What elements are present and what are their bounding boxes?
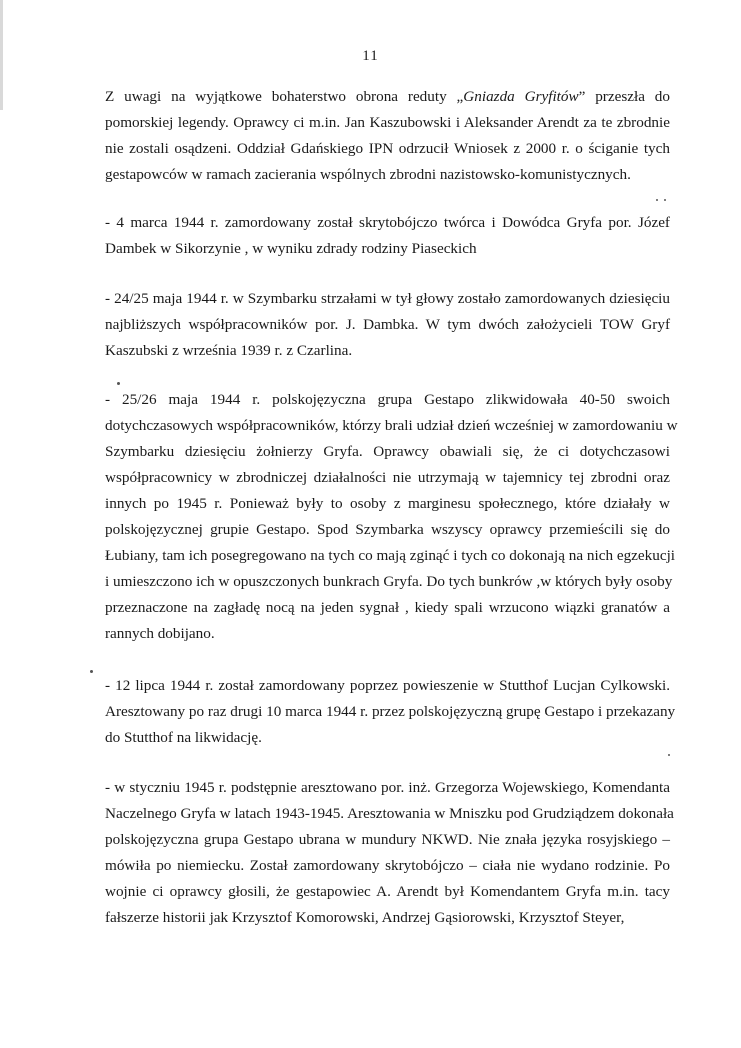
text-line: do Stutthof na likwidację.	[105, 729, 262, 746]
paragraph-wojewski-arrest	[105, 775, 674, 931]
text-line: Dambek w Sikorzynie , w wyniku zdrady rodziny Piaseckich	[105, 240, 477, 257]
text-line: - 4 marca 1944 r. zamordowany został skrytobójczo twórca i Dowódca Gryfa por. Józef	[105, 214, 670, 231]
reduta-name: Gniazda Gryfitów	[463, 88, 579, 105]
text-line: współpracownicy w zbrodniczej działalności nie utrzymają w tajemnicy tej zbrodni oraz	[105, 469, 670, 486]
text-line: przeznaczone na zagładę nocą na jeden sygnał , kiedy spali wrzucono wiązki granatów a	[105, 599, 670, 616]
text-line: polskojęzycznej grupie Gestapo. Spod Szymbarka wszyscy oprawcy przemieścili się do	[105, 521, 670, 538]
text-line: wojnie ci oprawcy głosili, że gestapowiec A. Arendt był Komendantem Gryfa m.in. tacy	[105, 883, 670, 900]
text-line: najbliższych współpracowników por. J. Dambka. W tym dwóch założycieli TOW Gryf	[105, 316, 670, 333]
scan-speck	[117, 382, 120, 385]
text-line: dotychczasowych współpracowników, którzy brali udział dzień wcześniej w zamordowaniu w	[105, 417, 678, 434]
page-number: 11	[362, 48, 379, 64]
text-line: Aresztowany po raz drugi 10 marca 1944 r. przez polskojęzyczną grupę Gestapo i przekazany	[105, 703, 676, 720]
text-line: Łubiany, tam ich posegregowano na tych co mają zginąć i tych co dokonają na nich egzekucji	[105, 547, 676, 564]
text-line: - w styczniu 1945 r. podstępnie aresztowano por. inż. Grzegorza Wojewskiego, Komendanta	[105, 779, 670, 796]
scan-speck	[668, 754, 670, 756]
text-line: i umieszczono ich w opuszczonych bunkrach Gryfa. Do tych bunkrów ,w których były osoby	[105, 573, 673, 590]
text-line: rannych dobijano.	[105, 625, 215, 642]
scan-speck	[664, 199, 666, 201]
text-line: gestapowców w ramach zacierania wspólnych zbrodni nazistowsko-komunistycznych.	[105, 166, 631, 183]
scan-speck	[90, 670, 93, 673]
paragraph-gniazda-gryfitow	[105, 84, 670, 188]
scan-speck	[656, 199, 658, 201]
text-line: fałszerze historii jak Krzysztof Komorowski, Andrzej Gąsiorowski, Krzysztof Steyer,	[105, 909, 625, 926]
text-line: innych po 1945 r. Ponieważ były to osoby z marginesu społecznego, które działały w	[105, 495, 670, 512]
text-line: Kaszubski z września 1939 r. z Czarlina.	[105, 342, 353, 359]
text-line: Naczelnego Gryfa w latach 1943-1945. Aresztowania w Mniszku pod Grudziądzem dokonała	[105, 805, 674, 822]
text-line: polskojęzyczna grupa Gestapo ubrana w mundury NKWD. Nie znała języka rosyjskiego –	[105, 831, 670, 848]
paragraph-gestapo-liquidation	[105, 387, 678, 647]
text-line: nie zostali osądzeni. Oddział Gdańskiego IPN odrzucił Wniosek z 2000 r. o ściganie tych	[105, 140, 670, 157]
text-line: - 24/25 maja 1944 r. w Szymbarku strzałami w tył głowy zostało zamordowanych dziesięciu	[105, 290, 670, 307]
paragraph-szymbark-execution	[105, 286, 670, 364]
paragraph-cylkowski	[105, 673, 676, 751]
text-line: - 25/26 maja 1944 r. polskojęzyczna grupa Gestapo zlikwidowała 40-50 swoich	[105, 391, 670, 408]
text-line: Z uwagi na wyjątkowe bohaterstwo obrona reduty „Gniazda Gryfitów” przeszła do	[105, 88, 670, 105]
text-line: mówiła po niemiecku. Został zamordowany skrytobójczo – ciała nie wydano rodzinie. Po	[105, 857, 670, 874]
text-line: Szymbarku dziesięciu żołnierzy Gryfa. Oprawcy obawiali się, że ci dotychczasowi	[105, 443, 670, 460]
text-line: - 12 lipca 1944 r. został zamordowany poprzez powieszenie w Stutthof Lucjan Cylkowski.	[105, 677, 670, 694]
text-line: pomorskiej legendy. Oprawcy ci m.in. Jan Kaszubowski i Aleksander Arendt za te zbrodnie	[105, 114, 670, 131]
paragraph-dambek-murder	[105, 210, 670, 262]
